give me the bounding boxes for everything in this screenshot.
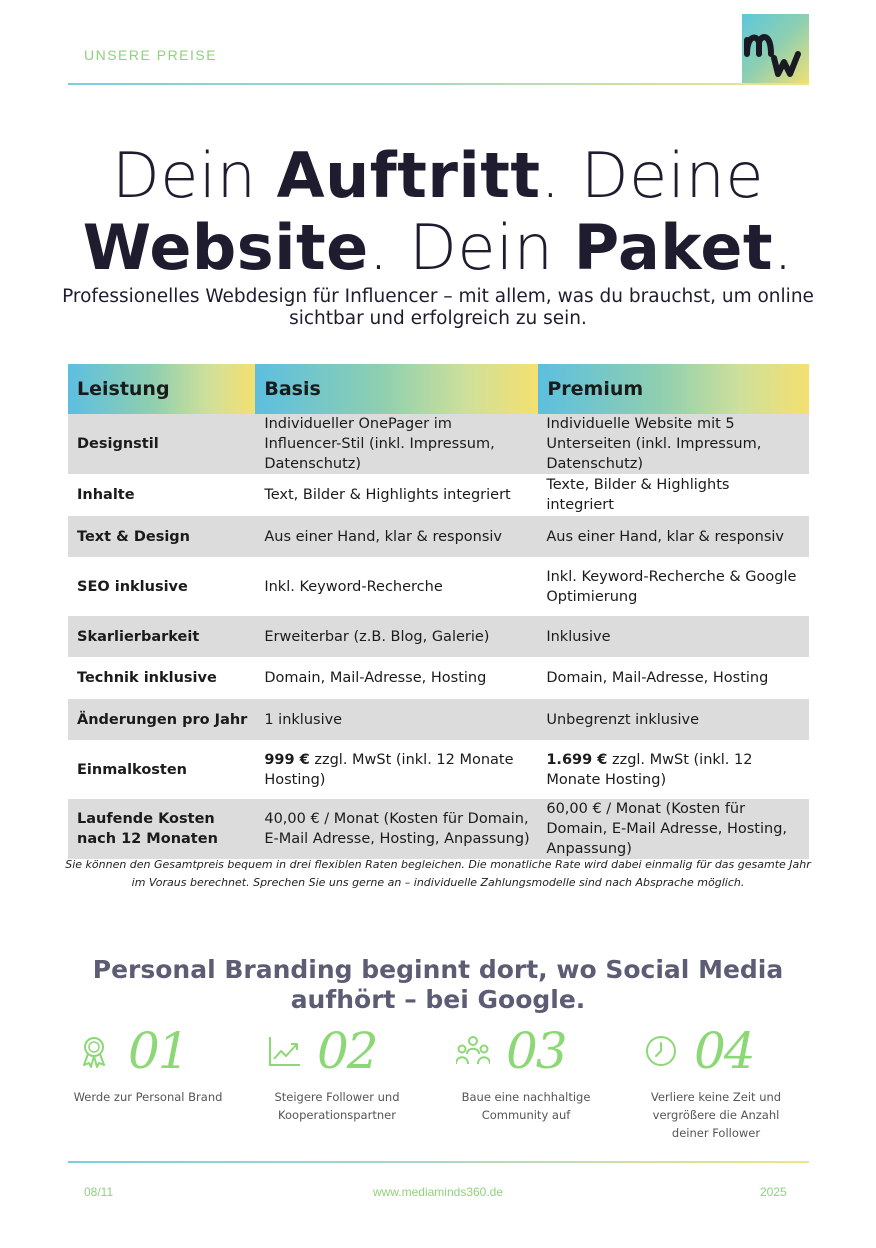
feature-number: 04 xyxy=(694,1022,754,1080)
premium-price-note: zzgl. MwSt (inkl. 12 Monate Hosting) xyxy=(546,751,753,788)
basis-price: 999 € xyxy=(264,751,310,768)
website-link[interactable]: www.mediaminds360.de xyxy=(372,1185,504,1199)
table-row xyxy=(68,699,809,740)
premium-cell: Individuelle Website mit 5 Unterseiten (inkl. Impressum, Datenschutz) xyxy=(538,414,809,474)
feature-text: Werde zur Personal Brand xyxy=(73,1090,223,1104)
premium-price: 1.699 € xyxy=(546,751,608,768)
table-row xyxy=(68,474,809,516)
col-header-leistung: Leistung xyxy=(68,364,255,414)
branding-heading: Personal Branding beginnt dort, wo Social Media aufhört – bei Google. xyxy=(92,955,784,1014)
title-line-1: Dein Auftritt. Deine xyxy=(112,139,764,212)
premium-cell xyxy=(538,740,809,799)
premium-cell: Aus einer Hand, klar & responsiv xyxy=(538,516,809,557)
row-label: SEO inklusive xyxy=(77,578,188,595)
col-header-premium: Premium xyxy=(538,364,809,414)
footer-rule xyxy=(68,1161,809,1163)
basis-cell: 40,00 € / Monat (Kosten für Domain, E-Mail Adresse, Hosting, Anpassung) xyxy=(255,799,538,859)
section-label: UNSERE PREISE xyxy=(84,47,218,63)
table-row xyxy=(68,616,809,657)
basis-cell: Erweiterbar (z.B. Blog, Galerie) xyxy=(255,616,538,657)
basis-cell: Individueller OnePager im Influencer-Stil (inkl. Impressum, Datenschutz) xyxy=(255,414,538,474)
premium-cell: Inklusive xyxy=(538,616,809,657)
basis-price-note: zzgl. MwSt (inkl. 12 Monate Hosting) xyxy=(264,751,514,788)
feature-number: 02 xyxy=(317,1022,377,1080)
page-subtitle: Professionelles Webdesign für Influencer – mit allem, was du brauchst, um online sichtbar und erfolgreich zu sein. xyxy=(62,286,814,329)
premium-cell: Texte, Bilder & Highlights integriert xyxy=(546,477,730,513)
basis-cell: Inkl. Keyword-Recherche xyxy=(264,578,443,595)
table-row xyxy=(68,799,809,859)
row-label: Skarlierbarkeit xyxy=(68,616,255,657)
pricing-table xyxy=(68,364,809,859)
payment-footnote: Sie können den Gesamtpreis bequem in drei flexiblen Raten begleichen. Die monatliche Rate wird dabei einmalig für das gesamte Jahr im Voraus berechnet. Sprechen Sie uns gerne an – individuelle Zahlungsmodelle sind nach Absprache möglich. xyxy=(65,858,811,889)
col-header-basis: Basis xyxy=(255,364,538,414)
community-people-icon xyxy=(456,1034,490,1068)
page-title xyxy=(0,140,876,284)
header-rule xyxy=(68,83,809,85)
premium-cell: Unbegrenzt inklusive xyxy=(538,699,809,740)
feature-number: 03 xyxy=(506,1022,566,1080)
award-ribbon-icon xyxy=(78,1034,112,1068)
feature-text: Steigere Follower und Kooperationspartner xyxy=(274,1090,400,1122)
table-row xyxy=(68,740,809,799)
basis-cell: Text, Bilder & Highlights integriert xyxy=(264,487,511,503)
table-row xyxy=(68,557,809,616)
table-row xyxy=(68,516,809,557)
premium-cell: Domain, Mail-Adresse, Hosting xyxy=(546,670,769,686)
basis-cell: Domain, Mail-Adresse, Hosting xyxy=(264,670,487,686)
footer-year: 2025 xyxy=(760,1185,787,1199)
premium-cell: 60,00 € / Monat (Kosten für Domain, E-Mail Adresse, Hosting, Anpassung) xyxy=(538,799,809,859)
basis-cell xyxy=(255,740,538,799)
row-label: Inhalte xyxy=(77,487,135,503)
clock-icon xyxy=(644,1034,678,1068)
brand-logo xyxy=(742,14,809,84)
feature-text: Baue eine nachhaltige Community auf xyxy=(461,1090,591,1122)
table-row xyxy=(68,657,809,699)
basis-cell: 1 inklusive xyxy=(255,699,538,740)
growth-chart-icon xyxy=(267,1034,301,1068)
feature-number: 01 xyxy=(128,1022,188,1080)
row-label: Änderungen pro Jahr xyxy=(68,699,255,740)
premium-cell: Inkl. Keyword-Recherche & Google Optimierung xyxy=(546,568,797,605)
row-label: Technik inklusive xyxy=(77,670,217,686)
basis-cell: Aus einer Hand, klar & responsiv xyxy=(255,516,538,557)
page-number: 08/11 xyxy=(84,1185,114,1199)
feature-text: Verliere keine Zeit und vergrößere die Anzahl deiner Follower xyxy=(650,1090,782,1140)
row-label: Designstil xyxy=(68,414,255,474)
title-line-2: Website. Dein Paket. xyxy=(82,211,794,284)
table-row xyxy=(68,414,809,474)
row-label: Text & Design xyxy=(68,516,255,557)
row-label: Laufende Kosten nach 12 Monaten xyxy=(68,799,255,859)
table-header-row xyxy=(68,364,809,414)
row-label: Einmalkosten xyxy=(77,761,187,778)
